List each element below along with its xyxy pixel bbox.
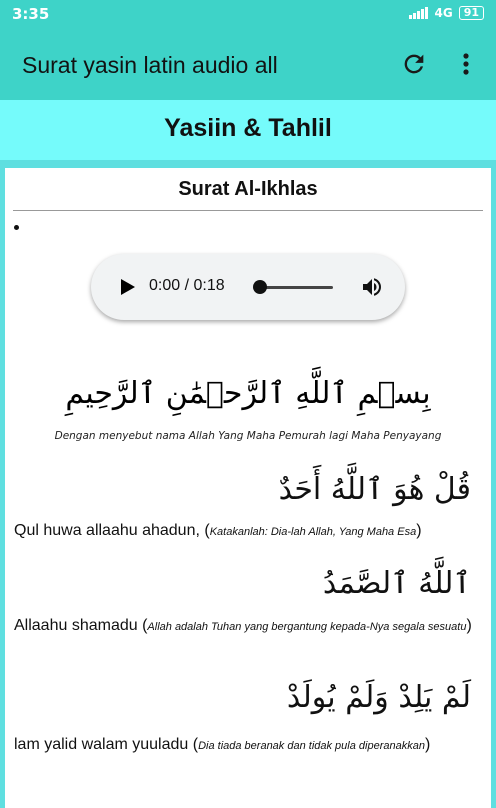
play-icon[interactable] <box>121 279 135 295</box>
verse-3-latin: lam yalid walam yuuladu ( <box>14 736 199 753</box>
app-bar <box>0 28 496 100</box>
content-card <box>5 168 491 808</box>
more-vert-icon[interactable] <box>456 50 476 78</box>
verse-3-translation: Dia tiada beranak dan tidak pula diperanakkan <box>198 740 425 752</box>
volume-icon[interactable] <box>359 275 385 299</box>
bismillah-arabic: بِسۡمِ ٱللَّهِ ٱلرَّحۡمَٰنِ ٱلرَّحِيمِ <box>65 376 431 411</box>
battery-icon: 91 <box>459 6 484 20</box>
audio-seek-track[interactable] <box>259 286 333 289</box>
verse-1-arabic: قُلْ هُوَ ٱللَّهُ أَحَدٌ <box>278 472 471 507</box>
verse-1 <box>14 520 474 543</box>
divider <box>13 210 483 211</box>
subtitle-bar <box>0 100 496 160</box>
verse-2 <box>14 615 474 638</box>
status-bar <box>0 0 496 28</box>
audio-time: 0:00 / 0:18 <box>149 277 225 294</box>
page-subtitle: Yasiin & Tahlil <box>164 114 332 142</box>
bismillah-translation: Dengan menyebut nama Allah Yang Maha Pemurah lagi Maha Penyayang <box>54 430 442 442</box>
verse-2-close: ) <box>466 617 472 634</box>
verse-3-close: ) <box>424 736 431 753</box>
verse-3-arabic: لَمْ يَلِدْ وَلَمْ يُولَدْ <box>286 680 471 715</box>
signal-icon <box>409 7 428 19</box>
app-title: Surat yasin latin audio all <box>22 52 278 78</box>
verse-2-latin: Allaahu shamadu ( <box>14 617 148 634</box>
verse-1-translation: Katakanlah: Dia-lah Allah, Yang Maha Esa <box>209 526 417 538</box>
verse-3 <box>14 734 474 757</box>
status-time: 3:35 <box>12 5 50 23</box>
audio-player[interactable] <box>91 254 405 320</box>
verse-2-translation: Allah adalah Tuhan yang bergantung kepada-Nya segala sesuatu <box>147 621 467 633</box>
list-bullet <box>14 225 19 230</box>
surah-heading: Surat Al-Ikhlas <box>178 178 318 200</box>
network-type: 4G <box>434 6 453 20</box>
verse-1-close: ) <box>416 522 422 539</box>
verse-1-latin: Qul huwa allaahu ahadun, ( <box>14 522 210 539</box>
verse-2-arabic: ٱللَّهُ ٱلصَّمَدُ <box>322 566 471 601</box>
audio-seek-thumb[interactable] <box>253 280 267 294</box>
refresh-icon[interactable] <box>400 50 428 78</box>
